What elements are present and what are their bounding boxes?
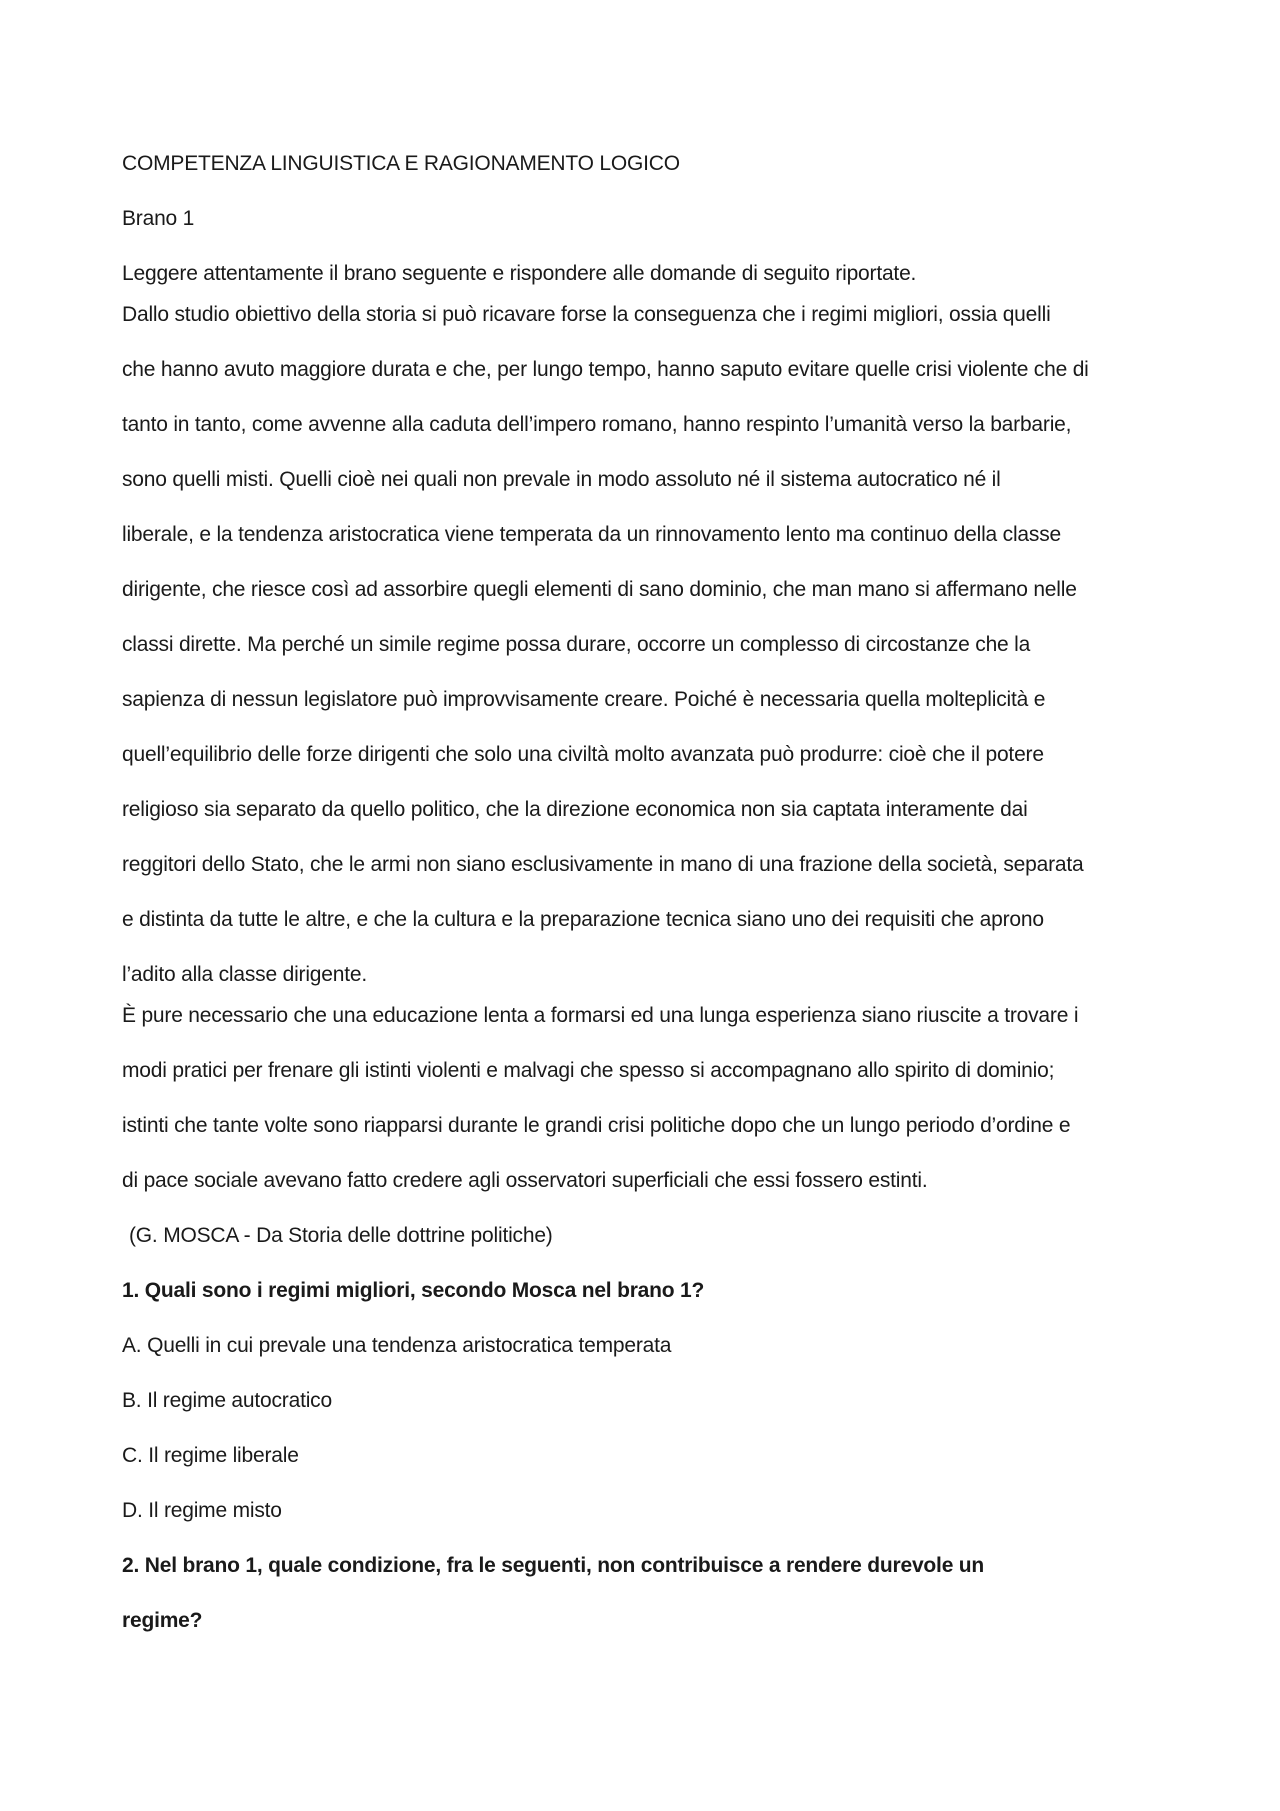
document-content xyxy=(122,151,1162,1634)
passage-line: tanto in tanto, come avvenne alla caduta dell’impero romano, hanno respinto l’umanità verso la barbarie, xyxy=(122,413,1072,436)
passage-line: classi dirette. Ma perché un simile regime possa durare, occorre un complesso di circostanze che la xyxy=(122,633,1031,656)
passage-line: l’adito alla classe dirigente. xyxy=(122,963,367,986)
citation: (G. MOSCA - Da Storia delle dottrine politiche) xyxy=(129,1224,553,1247)
passage-line: sapienza di nessun legislatore può improvvisamente creare. Poiché è necessaria quella molteplicità e xyxy=(122,688,1046,711)
question-2 xyxy=(122,1553,1162,1634)
answer-option: C. Il regime liberale xyxy=(122,1444,299,1467)
question-1 xyxy=(122,1278,1162,1524)
passage-line: religioso sia separato da quello politico, che la direzione economica non sia captata interamente dai xyxy=(122,798,1028,821)
passage-line: di pace sociale avevano fatto credere agli osservatori superficiali che essi fossero estinti. xyxy=(122,1169,928,1192)
answer-option: B. Il regime autocratico xyxy=(122,1389,332,1412)
passage-line: che hanno avuto maggiore durata e che, per lungo tempo, hanno saputo evitare quelle crisi violente che di xyxy=(122,358,1089,381)
passage-line: liberale, e la tendenza aristocratica viene temperata da un rinnovamento lento ma continuo della classe xyxy=(122,523,1061,546)
passage-line: quell’equilibrio delle forze dirigenti che solo una civiltà molto avanzata può produrre: cioè che il potere xyxy=(122,743,1044,766)
answer-option: A. Quelli in cui prevale una tendenza aristocratica temperata xyxy=(122,1334,672,1357)
passage-label: Brano 1 xyxy=(122,207,195,230)
passage-line: istinti che tante volte sono riapparsi durante le grandi crisi politiche dopo che un lungo periodo d’ordine e xyxy=(122,1114,1071,1137)
question-text: 1. Quali sono i regimi migliori, secondo Mosca nel brano 1? xyxy=(122,1279,705,1302)
section-title: COMPETENZA LINGUISTICA E RAGIONAMENTO LOGICO xyxy=(122,152,680,175)
question-text: regime? xyxy=(122,1609,203,1632)
answer-option: D. Il regime misto xyxy=(122,1499,282,1522)
passage-text xyxy=(122,302,1162,1194)
passage-line: e distinta da tutte le altre, e che la cultura e la preparazione tecnica siano uno dei requisiti che aprono xyxy=(122,908,1044,931)
passage-line: modi pratici per frenare gli istinti violenti e malvagi che spesso si accompagnano allo spirito di dominio; xyxy=(122,1059,1055,1082)
question-text: 2. Nel brano 1, quale condizione, fra le seguenti, non contribuisce a rendere durevole un xyxy=(122,1554,985,1577)
passage-line: Dallo studio obiettivo della storia si può ricavare forse la conseguenza che i regimi migliori, ossia quelli xyxy=(122,303,1051,326)
passage-line: È pure necessario che una educazione lenta a formarsi ed una lunga esperienza siano riuscite a trovare i xyxy=(122,1004,1079,1027)
passage-line: dirigente, che riesce così ad assorbire quegli elementi di sano dominio, che man mano si affermano nelle xyxy=(122,578,1077,601)
passage-line: sono quelli misti. Quelli cioè nei quali non prevale in modo assoluto né il sistema autocratico né il xyxy=(122,468,1001,491)
passage-line: reggitori dello Stato, che le armi non siano esclusivamente in mano di una frazione della società, separata xyxy=(122,853,1084,876)
instruction-text: Leggere attentamente il brano seguente e rispondere alle domande di seguito riportate. xyxy=(122,262,917,285)
